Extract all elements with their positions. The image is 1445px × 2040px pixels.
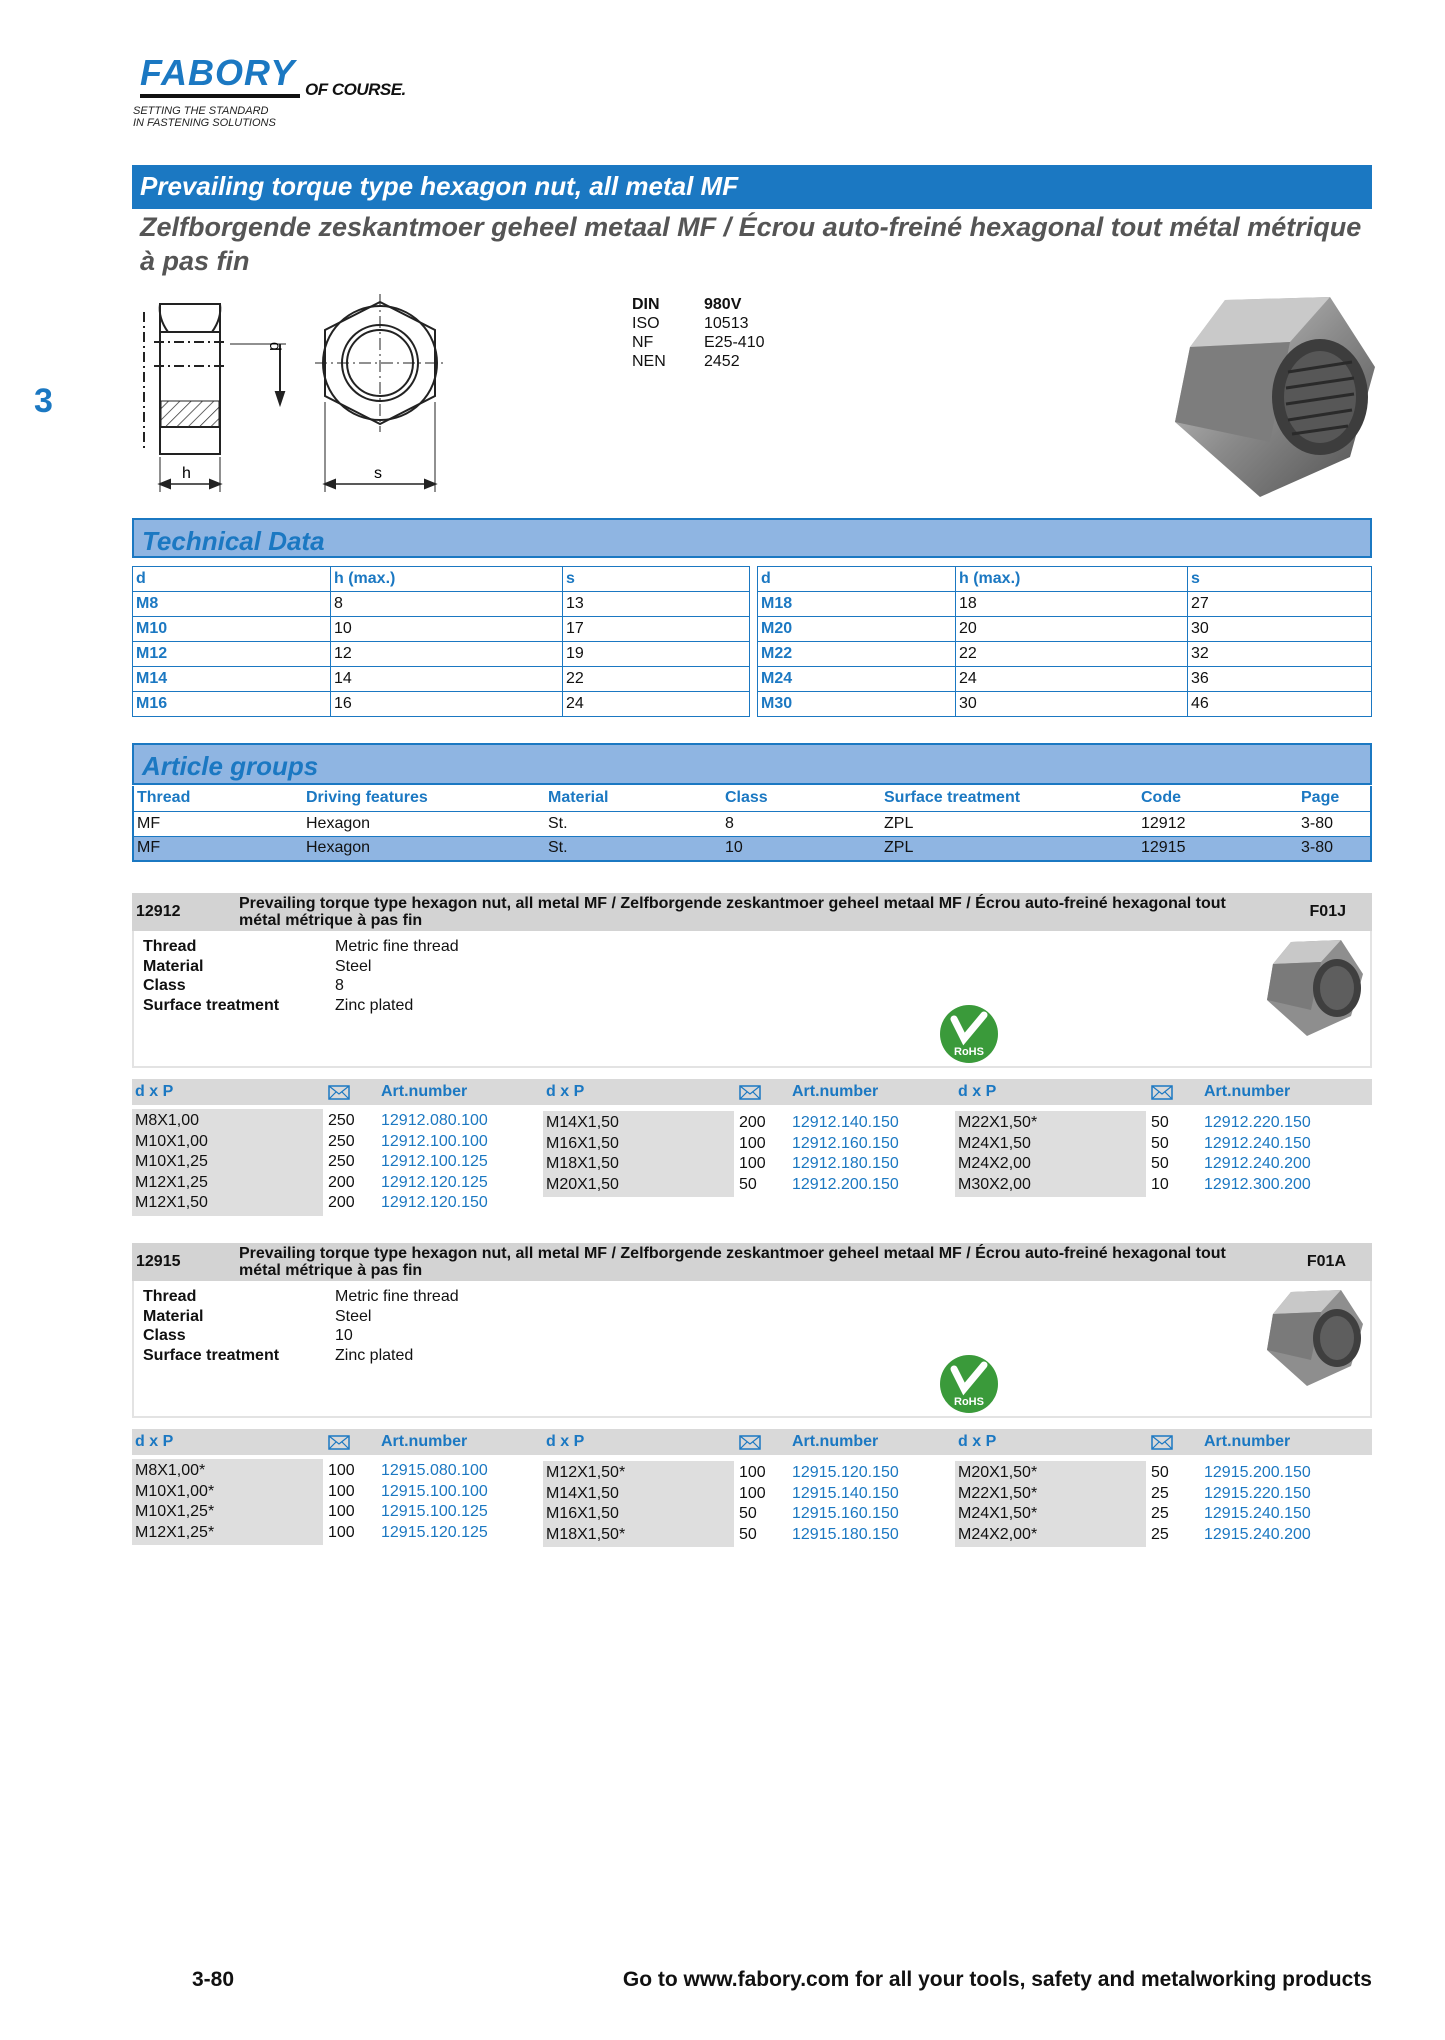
variant-size: M16X1,50	[546, 1505, 619, 1522]
brand-logo: FABORY	[140, 52, 296, 93]
cell: 10	[722, 836, 881, 861]
logo-tagline	[133, 105, 276, 129]
col-header: Page	[1298, 786, 1371, 811]
cell: 10	[331, 617, 563, 642]
table-row	[133, 642, 750, 667]
product-properties	[143, 1287, 459, 1365]
variant-pack-qty: 250	[328, 1112, 355, 1129]
property-value: Zinc plated	[335, 996, 414, 1014]
table-row	[758, 592, 1372, 617]
variant-art-number[interactable]: 12915.220.150	[1204, 1484, 1311, 1502]
cell: 46	[1188, 692, 1372, 717]
standard-key: DIN	[632, 296, 660, 313]
chapter-number: 3	[34, 382, 53, 420]
product-family-code: F01J	[1309, 903, 1346, 920]
variant-size: M24X1,50	[958, 1134, 1031, 1152]
cell: 30	[1188, 617, 1372, 642]
cell: M10	[133, 617, 331, 642]
property-row	[143, 1287, 459, 1307]
table-row	[758, 692, 1372, 717]
cell: 3-80	[1298, 811, 1371, 836]
variant-pack-qty: 50	[739, 1525, 757, 1543]
property-value: Steel	[335, 1307, 372, 1325]
article-groups-table	[132, 786, 1372, 862]
variant-size: M10X1,00	[135, 1132, 208, 1150]
variant-pack-qty: 250	[328, 1153, 355, 1170]
standard-value: 2452	[704, 353, 740, 370]
variant-size: M12X1,50	[135, 1194, 208, 1211]
variant-size: M20X1,50	[546, 1175, 619, 1193]
table-row	[133, 692, 750, 717]
variant-art-number[interactable]: 12912.220.150	[1204, 1114, 1311, 1131]
variant-art-number[interactable]: 12915.180.150	[792, 1525, 899, 1543]
cell: 8	[331, 592, 563, 617]
table-row	[758, 617, 1372, 642]
page-number: 3-80	[192, 1968, 235, 1991]
variant-size: M18X1,50*	[546, 1525, 626, 1543]
product-code: 12915	[136, 1253, 181, 1270]
cell: St.	[545, 811, 722, 836]
rohs-badge-icon	[938, 1353, 1000, 1415]
col-header-dxp: d x P	[958, 1433, 997, 1450]
variant-art-number[interactable]: 12912.300.200	[1204, 1175, 1311, 1193]
article-groups-heading: Article groups	[132, 743, 1372, 785]
dim-label-s: s	[374, 465, 382, 482]
footer-text: Go to www.fabory.com for all your tools, safety and metalworking products	[622, 1968, 1372, 1991]
cell: M22	[758, 642, 956, 667]
property-key: Material	[143, 957, 204, 975]
cell: M24	[758, 667, 956, 692]
col-header: Surface treatment	[881, 786, 1138, 811]
property-row	[143, 1346, 459, 1366]
standards-list	[632, 295, 765, 371]
variant-art-number[interactable]: 12912.240.200	[1204, 1155, 1311, 1172]
rohs-label: RoHS	[954, 1396, 984, 1408]
variant-size: M24X2,00	[958, 1155, 1031, 1172]
property-row	[143, 976, 459, 996]
variant-art-number[interactable]: 12912.160.150	[792, 1134, 899, 1152]
variant-size: M14X1,50	[546, 1114, 619, 1131]
cell: 16	[331, 692, 563, 717]
variant-art-number[interactable]: 12912.100.125	[381, 1153, 488, 1170]
cell: ZPL	[881, 836, 1138, 861]
cell: 27	[1188, 592, 1372, 617]
envelope-icon	[328, 1085, 350, 1100]
variant-size: M14X1,50	[546, 1484, 619, 1502]
variant-pack-qty: 50	[1151, 1134, 1169, 1152]
col-header-dxp: d x P	[958, 1083, 997, 1100]
table-row	[758, 642, 1372, 667]
cell: M30	[758, 692, 956, 717]
variant-pack-qty: 100	[739, 1464, 766, 1481]
cell: 14	[331, 667, 563, 692]
variant-pack-qty: 200	[328, 1194, 355, 1211]
cell: 24	[956, 667, 1188, 692]
variant-size: M10X1,25*	[135, 1503, 215, 1520]
variant-pack-qty: 10	[1151, 1175, 1169, 1193]
table-row	[133, 667, 750, 692]
variant-art-number[interactable]: 12915.240.200	[1204, 1525, 1311, 1543]
cell: 18	[956, 592, 1188, 617]
col-header-dxp: d x P	[546, 1433, 585, 1450]
variant-art-number[interactable]: 12915.240.150	[1204, 1505, 1311, 1522]
cell: 30	[956, 692, 1188, 717]
standard-row	[632, 314, 765, 333]
cell: 22	[563, 667, 750, 692]
variant-pack-qty: 200	[739, 1114, 766, 1131]
property-row	[143, 1307, 459, 1327]
col-header: Code	[1138, 786, 1298, 811]
product-code: 12912	[136, 903, 181, 920]
variant-size: M22X1,50*	[958, 1484, 1038, 1502]
variant-art-number[interactable]: 12915.080.100	[381, 1462, 488, 1479]
col-header: Driving features	[303, 786, 545, 811]
col-header: Thread	[133, 786, 303, 811]
dim-label-d: d	[266, 342, 283, 351]
variant-pack-qty: 100	[739, 1155, 766, 1172]
property-key: Surface treatment	[143, 1346, 280, 1364]
variant-art-number[interactable]: 12912.100.100	[381, 1132, 488, 1150]
cell: M20	[758, 617, 956, 642]
table-row	[133, 592, 750, 617]
cell: 12	[331, 642, 563, 667]
variant-pack-qty: 50	[1151, 1155, 1169, 1172]
envelope-icon	[739, 1085, 761, 1100]
envelope-icon	[328, 1435, 350, 1450]
variant-pack-qty: 100	[739, 1134, 766, 1152]
col-header: h (max.)	[956, 567, 1188, 592]
variant-pack-qty: 100	[328, 1503, 355, 1520]
tagline-line-2: IN FASTENING SOLUTIONS	[133, 117, 276, 129]
property-value: Zinc plated	[335, 1346, 414, 1364]
product-description-line: Prevailing torque type hexagon nut, all metal MF / Zelfborgende zeskantmoer geheel metaal MF / Écrou auto-freiné hexagonal tout	[239, 895, 1226, 912]
property-key: Thread	[143, 938, 197, 955]
col-header-art: Art.number	[792, 1083, 879, 1100]
variant-size: M8X1,00	[135, 1112, 200, 1129]
col-header-dxp: d x P	[135, 1083, 174, 1100]
standard-key: NF	[632, 334, 654, 351]
cell: 17	[563, 617, 750, 642]
property-row	[143, 996, 459, 1016]
col-header: Material	[545, 786, 722, 811]
variant-art-number[interactable]: 12915.100.125	[381, 1503, 488, 1520]
variant-pack-qty: 25	[1151, 1505, 1169, 1522]
property-key: Surface treatment	[143, 996, 280, 1014]
nut-product-image	[1170, 292, 1380, 502]
technical-data-heading: Technical Data	[132, 518, 1372, 558]
envelope-icon	[1151, 1085, 1173, 1100]
nut-thumbnail-image	[1263, 936, 1367, 1040]
product-header	[132, 893, 1372, 931]
logo-slogan: OF COURSE.	[305, 80, 406, 99]
cell: 12915	[1138, 836, 1298, 861]
variant-art-number[interactable]: 12912.120.150	[381, 1194, 488, 1211]
product-header	[132, 1243, 1372, 1281]
variant-art-number[interactable]: 12915.140.150	[792, 1484, 899, 1502]
product-description-line: métal métrique à pas fin	[239, 1262, 423, 1279]
standard-value: 980V	[704, 296, 742, 313]
property-key: Material	[143, 1307, 204, 1325]
property-value: Metric fine thread	[335, 1288, 459, 1305]
table-row[interactable]	[133, 811, 1371, 836]
col-header: d	[133, 567, 331, 592]
variant-art-number[interactable]: 12912.200.150	[792, 1175, 899, 1193]
page-subtitle: Zelfborgende zeskantmoer geheel metaal MF / Écrou auto-freiné hexagonal tout métal métrique à pas fin	[140, 212, 1362, 276]
variant-size: M8X1,00*	[135, 1462, 206, 1479]
page-title: Prevailing torque type hexagon nut, all metal MF	[132, 165, 1372, 209]
variant-art-number[interactable]: 12915.200.150	[1204, 1464, 1311, 1481]
technical-table-left	[132, 566, 750, 717]
variant-art-number[interactable]: 12912.080.100	[381, 1112, 488, 1129]
variant-size: M30X2,00	[958, 1175, 1031, 1193]
variant-size: M12X1,25*	[135, 1523, 215, 1541]
standard-row	[632, 352, 765, 371]
col-header: d	[758, 567, 956, 592]
property-value: Metric fine thread	[335, 938, 459, 955]
cell: M12	[133, 642, 331, 667]
variant-size: M10X1,00*	[135, 1482, 215, 1500]
variant-pack-qty: 50	[1151, 1114, 1169, 1131]
col-header-dxp: d x P	[546, 1083, 585, 1100]
envelope-icon	[1151, 1435, 1173, 1450]
standard-value: E25-410	[704, 334, 765, 351]
variant-pack-qty: 200	[328, 1173, 355, 1191]
variant-size: M12X1,25	[135, 1173, 208, 1191]
cell: 8	[722, 811, 881, 836]
rohs-badge-icon	[938, 1003, 1000, 1065]
col-header-dxp: d x P	[135, 1433, 174, 1450]
tagline-line-1: SETTING THE STANDARD	[133, 105, 269, 117]
cell: ZPL	[881, 811, 1138, 836]
product-description	[239, 1245, 1289, 1279]
property-key: Thread	[143, 1288, 197, 1305]
table-row	[133, 617, 750, 642]
property-value: Steel	[335, 957, 372, 975]
cell: M18	[758, 592, 956, 617]
col-header: Class	[722, 786, 881, 811]
cell: St.	[545, 836, 722, 861]
col-header-art: Art.number	[792, 1433, 879, 1450]
col-header-art: Art.number	[1204, 1083, 1291, 1100]
col-header-art: Art.number	[381, 1433, 468, 1450]
cell: M16	[133, 692, 331, 717]
variant-pack-qty: 100	[739, 1484, 766, 1502]
variant-art-number[interactable]: 12915.160.150	[792, 1505, 899, 1522]
variant-size: M12X1,50*	[546, 1464, 626, 1481]
cell: MF	[133, 811, 303, 836]
dim-label-h: h	[182, 465, 191, 482]
col-header: h (max.)	[331, 567, 563, 592]
variant-size: M22X1,50*	[958, 1114, 1038, 1131]
product-description-line: Prevailing torque type hexagon nut, all metal MF / Zelfborgende zeskantmoer geheel metaal MF / Écrou auto-freiné hexagonal tout	[239, 1245, 1226, 1262]
variant-pack-qty: 25	[1151, 1525, 1169, 1543]
variant-pack-qty: 50	[739, 1505, 757, 1522]
cell: 36	[1188, 667, 1372, 692]
col-header: s	[1188, 567, 1372, 592]
table-row[interactable]	[133, 836, 1371, 861]
variant-size: M20X1,50*	[958, 1464, 1038, 1481]
cell: 13	[563, 592, 750, 617]
property-key: Class	[143, 977, 186, 994]
variant-size: M24X1,50*	[958, 1505, 1038, 1522]
property-row	[143, 937, 459, 957]
col-header: s	[563, 567, 750, 592]
variant-pack-qty: 25	[1151, 1484, 1169, 1502]
cell: M14	[133, 667, 331, 692]
variant-art-number[interactable]: 12915.100.100	[381, 1482, 488, 1500]
cell: 24	[563, 692, 750, 717]
variant-pack-qty: 50	[739, 1175, 757, 1193]
cell: 3-80	[1298, 836, 1371, 861]
variant-size: M10X1,25	[135, 1153, 208, 1170]
variant-size: M16X1,50	[546, 1134, 619, 1152]
col-header-art: Art.number	[381, 1083, 468, 1100]
variant-art-number[interactable]: 12912.120.125	[381, 1173, 488, 1191]
col-header-art: Art.number	[1204, 1433, 1291, 1450]
logo-underline	[140, 94, 300, 98]
variant-pack-qty: 100	[328, 1482, 355, 1500]
standard-key: ISO	[632, 315, 660, 332]
variant-art-number[interactable]: 12915.120.125	[381, 1523, 488, 1541]
property-key: Class	[143, 1327, 186, 1344]
product-description	[239, 895, 1289, 929]
envelope-icon	[739, 1435, 761, 1450]
standard-key: NEN	[632, 353, 666, 370]
product-description-line: métal métrique à pas fin	[239, 912, 423, 929]
property-row	[143, 1326, 459, 1346]
property-value: 8	[335, 977, 344, 994]
variant-pack-qty: 250	[328, 1132, 355, 1150]
standard-row	[632, 295, 765, 314]
nut-thumbnail-image	[1263, 1286, 1367, 1390]
variant-size: M24X2,00*	[958, 1525, 1038, 1543]
cell: 12912	[1138, 811, 1298, 836]
cell: M8	[133, 592, 331, 617]
cell: 32	[1188, 642, 1372, 667]
property-value: 10	[335, 1327, 353, 1344]
standard-value: 10513	[704, 315, 749, 332]
variant-art-number[interactable]: 12912.180.150	[792, 1155, 899, 1172]
cell: 19	[563, 642, 750, 667]
variant-pack-qty: 100	[328, 1523, 355, 1541]
technical-drawing	[130, 292, 530, 500]
cell: 20	[956, 617, 1188, 642]
cell: 22	[956, 642, 1188, 667]
product-properties	[143, 937, 459, 1015]
table-row	[758, 667, 1372, 692]
standard-row	[632, 333, 765, 352]
variant-pack-qty: 100	[328, 1462, 355, 1479]
variant-size: M18X1,50	[546, 1155, 619, 1172]
product-family-code: F01A	[1306, 1253, 1346, 1270]
variant-art-number[interactable]: 12912.240.150	[1204, 1134, 1311, 1152]
variant-pack-qty: 50	[1151, 1464, 1169, 1481]
rohs-label: RoHS	[954, 1046, 984, 1058]
variant-art-number[interactable]: 12912.140.150	[792, 1114, 899, 1131]
variant-art-number[interactable]: 12915.120.150	[792, 1464, 899, 1481]
cell: Hexagon	[303, 811, 545, 836]
cell: MF	[133, 836, 303, 861]
technical-table-right	[757, 566, 1372, 717]
cell: Hexagon	[303, 836, 545, 861]
property-row	[143, 957, 459, 977]
